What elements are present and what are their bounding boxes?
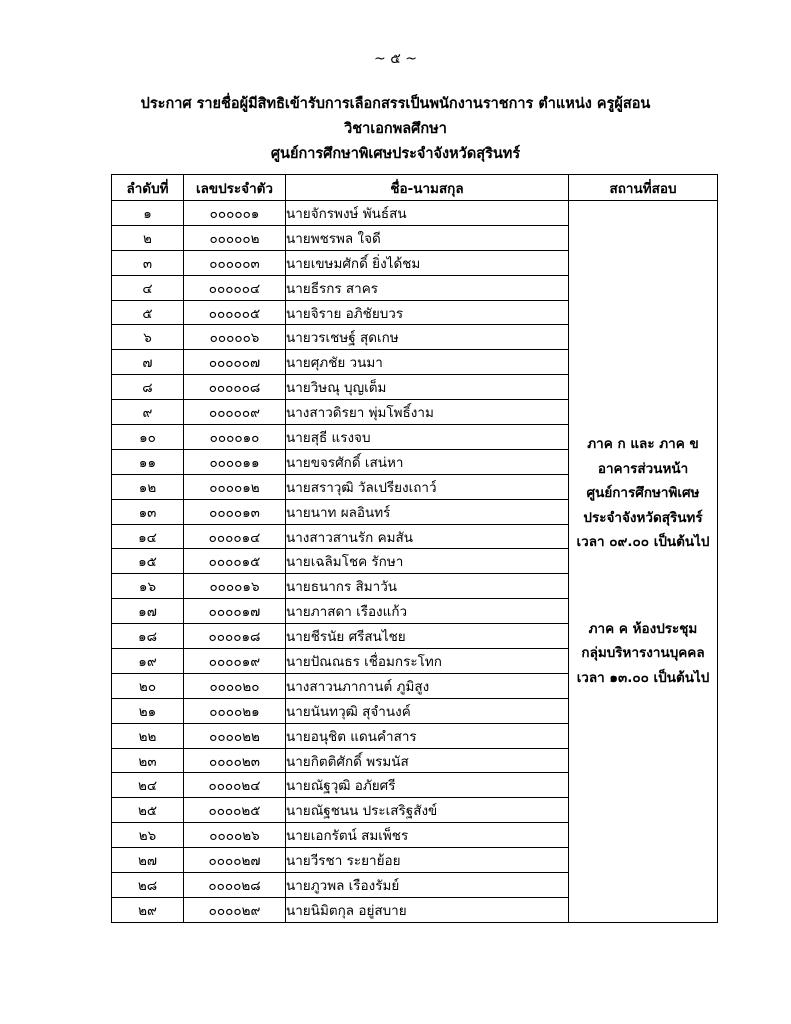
row-name: นายวีรชา ระยาย้อย	[286, 848, 569, 873]
row-seq: ๒๗	[112, 848, 184, 873]
row-name: นายนันทวุฒิ สุจำนงค์	[286, 698, 569, 723]
header-id: เลขประจำตัว	[184, 175, 286, 201]
header-location: สถานที่สอบ	[569, 175, 718, 201]
row-id: ๐๐๐๐๑๖	[184, 574, 286, 599]
row-name: นายชีรนัย ศรีสนไชย	[286, 624, 569, 649]
row-seq: ๒๕	[112, 798, 184, 823]
row-name: นายณัฐวุฒิ อภัยศรี	[286, 773, 569, 798]
row-seq: ๘	[112, 375, 184, 400]
row-id: ๐๐๐๐๐๗	[184, 350, 286, 375]
row-name: นายธีรกร สาคร	[286, 275, 569, 300]
table-body	[112, 201, 718, 923]
row-name: นางสาวสานรัก คมสัน	[286, 524, 569, 549]
row-name: นายณัฐชนน ประเสริฐสังข์	[286, 798, 569, 823]
row-id: ๐๐๐๐๑๗	[184, 599, 286, 624]
row-id: ๐๐๐๐๑๘	[184, 624, 286, 649]
row-seq: ๒๔	[112, 773, 184, 798]
row-seq: ๒๐	[112, 673, 184, 698]
row-seq: ๑๙	[112, 649, 184, 674]
row-id: ๐๐๐๐๒๐	[184, 673, 286, 698]
row-id: ๐๐๐๐๒๖	[184, 823, 286, 848]
announcement-title	[0, 92, 791, 167]
row-seq: ๙	[112, 400, 184, 425]
row-name: นายศุภชัย วนมา	[286, 350, 569, 375]
row-id: ๐๐๐๐๐๙	[184, 400, 286, 425]
row-id: ๐๐๐๐๐๓	[184, 250, 286, 275]
row-name: นายสราวุฒิ วัลเปรียงเถาว์	[286, 474, 569, 499]
table-row	[112, 201, 718, 226]
row-seq: ๒๒	[112, 723, 184, 748]
row-name: นายภูวพล เรืองรัมย์	[286, 873, 569, 898]
row-id: ๐๐๐๐๒๒	[184, 723, 286, 748]
row-id: ๐๐๐๐๐๖	[184, 325, 286, 350]
row-name: นายภาสดา เรืองแก้ว	[286, 599, 569, 624]
row-seq: ๑๘	[112, 624, 184, 649]
location-line: เวลา ๐๙.๐๐ เป็นต้นไป	[576, 534, 710, 551]
title-line-3: ศูนย์การศึกษาพิเศษประจำจังหวัดสุรินทร์	[270, 146, 521, 162]
location-line: เวลา ๑๓.๐๐ เป็นต้นไป	[576, 669, 710, 686]
row-seq: ๒๖	[112, 823, 184, 848]
title-line-2: วิชาเอกพลศึกษา	[344, 121, 447, 137]
row-seq: ๒	[112, 225, 184, 250]
row-name: นายจิราย อภิชัยบวร	[286, 300, 569, 325]
row-name: นายธนากร สิมาวัน	[286, 574, 569, 599]
row-name: นายนิมิตกุล อยู่สบาย	[286, 897, 569, 922]
title-line-1: ประกาศ รายชื่อผู้มีสิทธิเข้ารับการเลือกสรรเป็นพนักงานราชการ ตำแหน่ง ครูผู้สอน	[140, 96, 651, 112]
header-name: ชื่อ-นามสกุล	[286, 175, 569, 201]
row-id: ๐๐๐๐๒๑	[184, 698, 286, 723]
row-seq: ๑	[112, 201, 184, 226]
candidate-table	[111, 174, 718, 923]
row-seq: ๕	[112, 300, 184, 325]
row-id: ๐๐๐๐๑๒	[184, 474, 286, 499]
row-seq: ๖	[112, 325, 184, 350]
row-seq: ๑๒	[112, 474, 184, 499]
row-seq: ๔	[112, 275, 184, 300]
row-name: นายเขษมศักดิ์ ยิ่งได้ชม	[286, 250, 569, 275]
row-seq: ๒๓	[112, 748, 184, 773]
row-seq: ๑๖	[112, 574, 184, 599]
row-id: ๐๐๐๐๐๕	[184, 300, 286, 325]
row-id: ๐๐๐๐๐๒	[184, 225, 286, 250]
row-id: ๐๐๐๐๐๑	[184, 201, 286, 226]
row-name: นายสุธี แรงจบ	[286, 425, 569, 450]
row-name: นายกิตติศักดิ์ พรมนัส	[286, 748, 569, 773]
row-seq: ๗	[112, 350, 184, 375]
row-id: ๐๐๐๐๒๗	[184, 848, 286, 873]
location-line: ประจำจังหวัดสุรินทร์	[583, 509, 703, 526]
row-id: ๐๐๐๐๑๐	[184, 425, 286, 450]
row-id: ๐๐๐๐๒๕	[184, 798, 286, 823]
row-name: นายเฉลิมโชค รักษา	[286, 549, 569, 574]
row-id: ๐๐๐๐๐๘	[184, 375, 286, 400]
exam-location-cell	[569, 201, 718, 923]
row-seq: ๒๑	[112, 698, 184, 723]
table-header-row	[112, 175, 718, 201]
row-seq: ๑๓	[112, 499, 184, 524]
row-name: นางสาวดิรยา พุ่มโพธิ์งาม	[286, 400, 569, 425]
header-seq: ลำดับที่	[112, 175, 184, 201]
row-id: ๐๐๐๐๒๓	[184, 748, 286, 773]
row-name: นายปัณณธร เชื่อมกระโทก	[286, 649, 569, 674]
row-id: ๐๐๐๐๒๘	[184, 873, 286, 898]
row-id: ๐๐๐๐๑๔	[184, 524, 286, 549]
row-id: ๐๐๐๐๐๔	[184, 275, 286, 300]
location-spacer	[569, 555, 717, 617]
row-name: นายวิษณุ บุญเต็ม	[286, 375, 569, 400]
row-id: ๐๐๐๐๑๙	[184, 649, 286, 674]
row-name: นายนาท ผลอินทร์	[286, 499, 569, 524]
row-seq: ๑๗	[112, 599, 184, 624]
row-name: นายวรเชษฐ์ สุดเกษ	[286, 325, 569, 350]
row-seq: ๑๔	[112, 524, 184, 549]
row-id: ๐๐๐๐๒๔	[184, 773, 286, 798]
row-name: นายจักรพงษ์ พันธ์สน	[286, 201, 569, 226]
row-seq: ๑๑	[112, 449, 184, 474]
row-id: ๐๐๐๐๑๕	[184, 549, 286, 574]
row-name: นายพชรพล ใจดี	[286, 225, 569, 250]
location-line: ศูนย์การศึกษาพิเศษ	[586, 485, 700, 502]
row-name: นายเอกรัตน์ สมเพ็ชร	[286, 823, 569, 848]
location-line: ภาค ค ห้องประชุม	[588, 620, 698, 637]
row-name: นายขจรศักดิ์ เสน่หา	[286, 449, 569, 474]
row-seq: ๑๐	[112, 425, 184, 450]
row-id: ๐๐๐๐๒๙	[184, 897, 286, 922]
location-line: ภาค ก และ ภาค ข	[587, 436, 699, 453]
location-line: กลุ่มบริหารงานบุคคล	[581, 645, 705, 662]
page-number: ~ ๕ ~	[374, 51, 417, 67]
row-id: ๐๐๐๐๑๑	[184, 449, 286, 474]
row-seq: ๒๙	[112, 897, 184, 922]
row-name: นางสาวนภากานต์ ภูมิสูง	[286, 673, 569, 698]
row-name: นายอนุชิต แดนคำสาร	[286, 723, 569, 748]
row-seq: ๑๕	[112, 549, 184, 574]
row-seq: ๓	[112, 250, 184, 275]
row-seq: ๒๘	[112, 873, 184, 898]
location-line: อาคารส่วนหน้า	[597, 460, 689, 477]
row-id: ๐๐๐๐๑๓	[184, 499, 286, 524]
